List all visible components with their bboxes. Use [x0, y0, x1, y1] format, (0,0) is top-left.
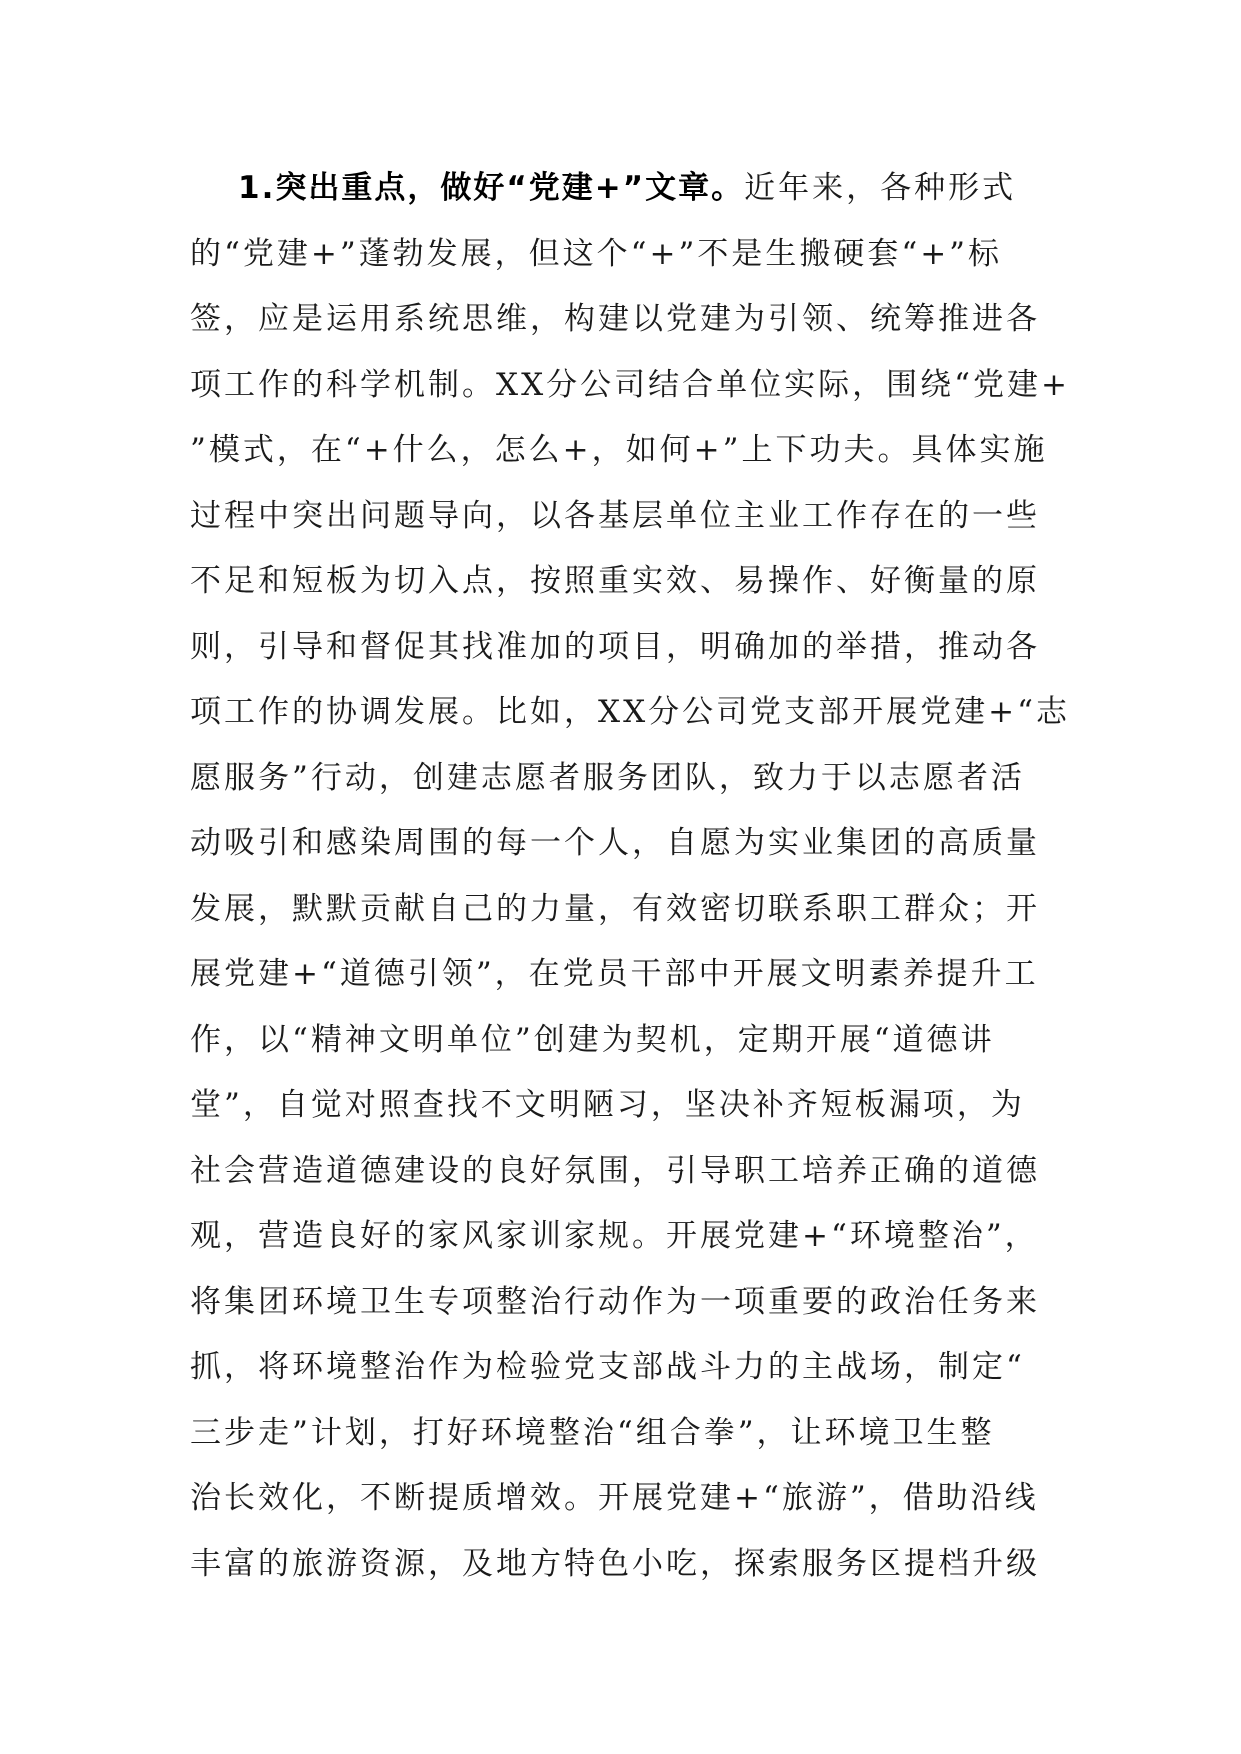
paragraph-line: 过程中突出问题导向，以各基层单位主业工作存在的一些: [190, 497, 1040, 534]
paragraph-line: 社会营造道德建设的良好氛围，引导职工培养正确的道德: [190, 1152, 1040, 1189]
paragraph-line: 动吸引和感染周围的每一个人，自愿为实业集团的高质量: [190, 825, 1040, 861]
paragraph-line: 的“党建+”蓬勃发展，但这个“+”不是生搬硬套“+”标: [190, 235, 1003, 272]
paragraph-line: 项工作的科学机制。XX分公司结合单位实际，围绕“党建+: [190, 366, 1070, 403]
paragraph-line: 愿服务”行动，创建志愿者服务团队，致力于以志愿者活: [190, 759, 1025, 796]
paragraph-line: 发展，默默贡献自己的力量，有效密切联系职工群众；开: [190, 890, 1040, 927]
paragraph-line: 展党建+“道德引领”，在党员干部中开展文明素养提升工: [190, 956, 1039, 992]
paragraph-line: 将集团环境卫生专项整治行动作为一项重要的政治任务来: [190, 1283, 1040, 1320]
paragraph-line: ”模式，在“+什么，怎么+，如何+”上下功夫。具体实施: [190, 432, 1048, 468]
section-heading: 1.突出重点，做好“党建+”文章。: [238, 170, 745, 206]
paragraph-line: 项工作的协调发展。比如，XX分公司党支部开展党建+“志: [190, 694, 1070, 730]
paragraph-line: 三步走”计划，打好环境整治“组合拳”，让环境卫生整: [190, 1414, 995, 1451]
paragraph-line: 抓，将环境整治作为检验党支部战斗力的主战场，制定“: [190, 1349, 1025, 1385]
paragraph-line: 不足和短板为切入点，按照重实效、易操作、好衡量的原: [190, 563, 1040, 599]
paragraph-line: 观，营造良好的家风家训家规。开展党建+“环境整治”，: [190, 1218, 1039, 1254]
paragraph-line: 作，以“精神文明单位”创建为契机，定期开展“道德讲: [190, 1021, 995, 1058]
paragraph-line: 则，引导和督促其找准加的项目，明确加的举措，推动各: [190, 628, 1040, 665]
paragraph-line-text: 近年来，各种形式: [744, 170, 1017, 206]
body-paragraph: [190, 156, 1070, 1597]
paragraph-line: 堂”，自觉对照查找不文明陋习，坚决补齐短板漏项，为: [190, 1087, 1025, 1123]
paragraph-line: [190, 156, 1070, 222]
paragraph-line: 签，应是运用系统思维，构建以党建为引领、统筹推进各: [190, 301, 1040, 337]
paragraph-line: 丰富的旅游资源，及地方特色小吃，探索服务区提档升级: [190, 1545, 1040, 1582]
paragraph-line: 治长效化，不断提质增效。开展党建+“旅游”，借助沿线: [190, 1480, 1039, 1516]
